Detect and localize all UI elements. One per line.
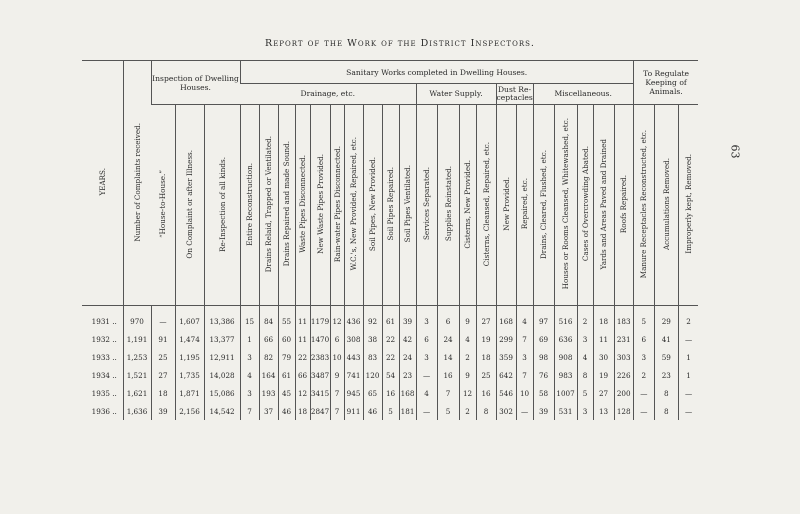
- table-cell: —: [633, 384, 654, 402]
- header-col: Rain-water Pipes Disconnected.: [330, 105, 344, 306]
- header-complaints: Number of Complaints received.: [123, 61, 151, 306]
- table-cell: 92: [363, 306, 382, 331]
- table-cell: 7: [516, 330, 533, 348]
- table-cell: 3: [577, 402, 593, 420]
- header-col: New Provided.: [496, 105, 516, 306]
- table-cell: 4: [516, 306, 533, 331]
- table-cell: 1,735: [175, 366, 204, 384]
- table-cell: 84: [259, 306, 278, 331]
- table-cell: 18: [476, 348, 496, 366]
- table-cell: 7: [516, 366, 533, 384]
- table-cell: 97: [533, 306, 554, 331]
- table-cell: 3: [516, 348, 533, 366]
- table-cell: 970: [123, 306, 151, 331]
- table-cell: 19: [593, 366, 614, 384]
- table-cell: 1470: [310, 330, 330, 348]
- table-cell: 13,386: [204, 306, 240, 331]
- table-cell: 39: [533, 402, 554, 420]
- table-cell: 3: [240, 348, 259, 366]
- table-cell: 76: [533, 366, 554, 384]
- table-cell: 911: [344, 402, 363, 420]
- table-cell: 15,086: [204, 384, 240, 402]
- header-col: Roofs Repaired.: [614, 105, 633, 306]
- table-cell: 6: [330, 330, 344, 348]
- table-cell: 308: [344, 330, 363, 348]
- table-cell: 2: [678, 306, 698, 331]
- table-cell: 1: [240, 330, 259, 348]
- table-cell: 46: [363, 402, 382, 420]
- table-cell: 69: [533, 330, 554, 348]
- table-cell: 39: [151, 402, 175, 420]
- table-cell: 12: [295, 384, 310, 402]
- table-cell: 83: [363, 348, 382, 366]
- table-cell: 61: [278, 366, 295, 384]
- table-cell: 741: [344, 366, 363, 384]
- header-misc-group: Miscellaneous.: [533, 84, 633, 105]
- table-cell: 2: [633, 366, 654, 384]
- table-cell: 908: [554, 348, 577, 366]
- table-cell: 12: [459, 384, 476, 402]
- header-on-complaint: On Complaint or after Illness.: [175, 105, 204, 306]
- table-cell: 9: [330, 366, 344, 384]
- table-cell: 22: [295, 348, 310, 366]
- table-cell: 6: [633, 330, 654, 348]
- table-cell: 12,911: [204, 348, 240, 366]
- table-cell: 25: [151, 348, 175, 366]
- table-cell: 2: [459, 402, 476, 420]
- table-cell: 1,474: [175, 330, 204, 348]
- table-cell: 302: [496, 402, 516, 420]
- table-cell: 25: [476, 366, 496, 384]
- table-cell: 82: [259, 348, 278, 366]
- page-title: Report of the Work of the District Inspectors.: [265, 38, 535, 49]
- table-cell: 168: [496, 306, 516, 331]
- table-cell: 8: [577, 366, 593, 384]
- table-cell: 945: [344, 384, 363, 402]
- header-col: Supplies Reinstated.: [437, 105, 459, 306]
- table-cell: 13,377: [204, 330, 240, 348]
- table-cell: 436: [344, 306, 363, 331]
- table-cell: 983: [554, 366, 577, 384]
- table-cell: 24: [399, 348, 416, 366]
- table-row: [82, 384, 698, 402]
- table-cell: 1179: [310, 306, 330, 331]
- table-cell: 5: [577, 384, 593, 402]
- table-cell: 3415: [310, 384, 330, 402]
- header-animals-group: To Regulate Keeping of Animals.: [633, 61, 698, 105]
- table-cell: 15: [240, 306, 259, 331]
- table-cell: 193: [259, 384, 278, 402]
- header-col: Drains Repaired and made Sound.: [278, 105, 295, 306]
- table-cell: 23: [399, 366, 416, 384]
- header-dust-group: Dust Re-ceptacles: [496, 84, 533, 105]
- row-year: 1936 ..: [91, 406, 117, 416]
- table-cell: 24: [437, 330, 459, 348]
- table-cell: 7: [437, 384, 459, 402]
- table-cell: 1,607: [175, 306, 204, 331]
- header-inspection-group: Inspection of Dwelling Houses.: [151, 61, 240, 105]
- table-cell: 3: [416, 348, 437, 366]
- table-cell: 443: [344, 348, 363, 366]
- header-col: W.C.'s, New Provided, Repaired, etc.: [344, 105, 363, 306]
- table-cell: —: [151, 306, 175, 331]
- table-cell: 2847: [310, 402, 330, 420]
- table-cell: 16: [476, 384, 496, 402]
- header-col: Services Separated.: [416, 105, 437, 306]
- table-cell: 3: [416, 306, 437, 331]
- header-col: Cases of Overcrowding Abated.: [577, 105, 593, 306]
- table-cell: 7: [330, 402, 344, 420]
- table-cell: 8: [654, 384, 678, 402]
- table-cell: —: [678, 384, 698, 402]
- table-cell: 22: [382, 330, 399, 348]
- table-cell: 200: [614, 384, 633, 402]
- table-cell: 54: [382, 366, 399, 384]
- table-cell: 4: [459, 330, 476, 348]
- header-col: Soil Pipes Ventilated.: [399, 105, 416, 306]
- table-cell: 27: [593, 384, 614, 402]
- table-cell: —: [516, 402, 533, 420]
- table-cell: 1: [678, 348, 698, 366]
- table-cell: 29: [654, 306, 678, 331]
- table-cell: 13: [593, 402, 614, 420]
- table-cell: 2: [577, 306, 593, 331]
- table-cell: 2,156: [175, 402, 204, 420]
- table-cell: 11: [593, 330, 614, 348]
- table-cell: 359: [496, 348, 516, 366]
- table-cell: 7: [330, 384, 344, 402]
- table-cell: 30: [593, 348, 614, 366]
- row-year: 1935 ..: [91, 388, 117, 398]
- table-cell: 91: [151, 330, 175, 348]
- table-cell: 120: [363, 366, 382, 384]
- table-cell: 18: [295, 402, 310, 420]
- table-cell: 14,542: [204, 402, 240, 420]
- table-cell: 181: [399, 402, 416, 420]
- header-reinspection: Re-Inspection of all kinds.: [204, 105, 240, 306]
- table-cell: 11: [295, 330, 310, 348]
- table-row: [82, 402, 698, 420]
- table-cell: 1,253: [123, 348, 151, 366]
- table-cell: 1,191: [123, 330, 151, 348]
- table-cell: 98: [533, 348, 554, 366]
- table-cell: 231: [614, 330, 633, 348]
- header-col: Improperly kept, Removed.: [678, 105, 698, 306]
- table-cell: 11: [295, 306, 310, 331]
- table-cell: 55: [278, 306, 295, 331]
- header-col: New Waste Pipes Provided.: [310, 105, 330, 306]
- table-cell: 61: [382, 306, 399, 331]
- header-sanitary-group: Sanitary Works completed in Dwelling Houses.: [240, 61, 633, 84]
- table-row: [82, 366, 698, 384]
- table-cell: 7: [240, 402, 259, 420]
- table-cell: 23: [654, 366, 678, 384]
- table-cell: 66: [295, 366, 310, 384]
- table-cell: 303: [614, 348, 633, 366]
- table-row: [82, 330, 698, 348]
- table-cell: 27: [476, 306, 496, 331]
- table-cell: 27: [151, 366, 175, 384]
- table-cell: 4: [577, 348, 593, 366]
- header-col: Repaired, etc.: [516, 105, 533, 306]
- table-cell: 4: [240, 366, 259, 384]
- table-cell: 14: [437, 348, 459, 366]
- table-cell: 60: [278, 330, 295, 348]
- table-cell: 164: [259, 366, 278, 384]
- table-cell: —: [416, 402, 437, 420]
- page-number: 63: [728, 144, 742, 159]
- table-cell: 22: [382, 348, 399, 366]
- table-cell: 10: [330, 348, 344, 366]
- table-cell: 16: [437, 366, 459, 384]
- row-year: 1934 ..: [91, 370, 117, 380]
- header-col: Accumulations Removed.: [654, 105, 678, 306]
- table-cell: 1,195: [175, 348, 204, 366]
- table-cell: 9: [459, 306, 476, 331]
- table-cell: 1: [678, 366, 698, 384]
- header-col: Houses or Rooms Cleansed, Whitewashed, etc.: [554, 105, 577, 306]
- table-cell: 531: [554, 402, 577, 420]
- table-cell: 1,636: [123, 402, 151, 420]
- table-cell: —: [416, 366, 437, 384]
- header-col: Soil Pipes Repaired.: [382, 105, 399, 306]
- table-cell: 10: [516, 384, 533, 402]
- table-cell: 4: [416, 384, 437, 402]
- table-cell: 1007: [554, 384, 577, 402]
- header-col: Drains Relaid, Trapped or Ventilated.: [259, 105, 278, 306]
- table-cell: 1,871: [175, 384, 204, 402]
- table-row: [82, 306, 698, 331]
- table-cell: 546: [496, 384, 516, 402]
- table-cell: 3487: [310, 366, 330, 384]
- table-cell: 2383: [310, 348, 330, 366]
- header-col: Entire Reconstruction.: [240, 105, 259, 306]
- table-cell: 1,521: [123, 366, 151, 384]
- table-cell: —: [678, 330, 698, 348]
- table-cell: 42: [399, 330, 416, 348]
- header-years: YEARS.: [82, 61, 123, 306]
- table-cell: 3: [633, 348, 654, 366]
- header-house-to-house: “House-to-House.”: [151, 105, 175, 306]
- header-water-group: Water Supply.: [416, 84, 496, 105]
- table-cell: 14,028: [204, 366, 240, 384]
- table-cell: 16: [382, 384, 399, 402]
- table-cell: 59: [654, 348, 678, 366]
- header-col: Yards and Areas Paved and Drained: [593, 105, 614, 306]
- table-cell: 128: [614, 402, 633, 420]
- header-col: Waste Pipes Disconnected.: [295, 105, 310, 306]
- table-cell: 636: [554, 330, 577, 348]
- table-cell: 41: [654, 330, 678, 348]
- row-year: 1931 ..: [91, 316, 117, 326]
- header-drainage-group: Drainage, etc.: [240, 84, 416, 105]
- table-cell: 5: [437, 402, 459, 420]
- header-col: Cisterns, New Provided.: [459, 105, 476, 306]
- header-col: Drains, Cleared, Flushed, etc.: [533, 105, 554, 306]
- table-cell: 19: [476, 330, 496, 348]
- table-cell: 516: [554, 306, 577, 331]
- table-cell: 2: [459, 348, 476, 366]
- table-cell: 642: [496, 366, 516, 384]
- table-cell: 5: [633, 306, 654, 331]
- table-cell: 5: [382, 402, 399, 420]
- header-col: Manure Receptacles Reconstructed, etc.: [633, 105, 654, 306]
- row-year: 1933 ..: [91, 352, 117, 362]
- table-cell: 38: [363, 330, 382, 348]
- inspectors-report-table: [82, 60, 698, 420]
- table-cell: 9: [459, 366, 476, 384]
- table-cell: 183: [614, 306, 633, 331]
- table-cell: 45: [278, 384, 295, 402]
- header-col: Soil Pipes, New Provided.: [363, 105, 382, 306]
- table-cell: 18: [593, 306, 614, 331]
- header-col: Cisterns, Cleansed, Repaired, etc.: [476, 105, 496, 306]
- table-cell: 46: [278, 402, 295, 420]
- table-cell: —: [633, 402, 654, 420]
- table-body: [82, 306, 698, 421]
- table-cell: 299: [496, 330, 516, 348]
- table-row: [82, 348, 698, 366]
- table-cell: 3: [240, 384, 259, 402]
- table-cell: 1,621: [123, 384, 151, 402]
- table-cell: 12: [330, 306, 344, 331]
- table-cell: 6: [416, 330, 437, 348]
- table-cell: 39: [399, 306, 416, 331]
- table-cell: 226: [614, 366, 633, 384]
- table-cell: 3: [577, 330, 593, 348]
- row-year: 1932 ..: [91, 334, 117, 344]
- table-cell: 168: [399, 384, 416, 402]
- table-cell: 8: [476, 402, 496, 420]
- table-cell: 65: [363, 384, 382, 402]
- table-cell: 6: [437, 306, 459, 331]
- table-cell: 37: [259, 402, 278, 420]
- table-cell: —: [678, 402, 698, 420]
- table-cell: 18: [151, 384, 175, 402]
- table-cell: 79: [278, 348, 295, 366]
- table-cell: 66: [259, 330, 278, 348]
- table-cell: 8: [654, 402, 678, 420]
- table-cell: 58: [533, 384, 554, 402]
